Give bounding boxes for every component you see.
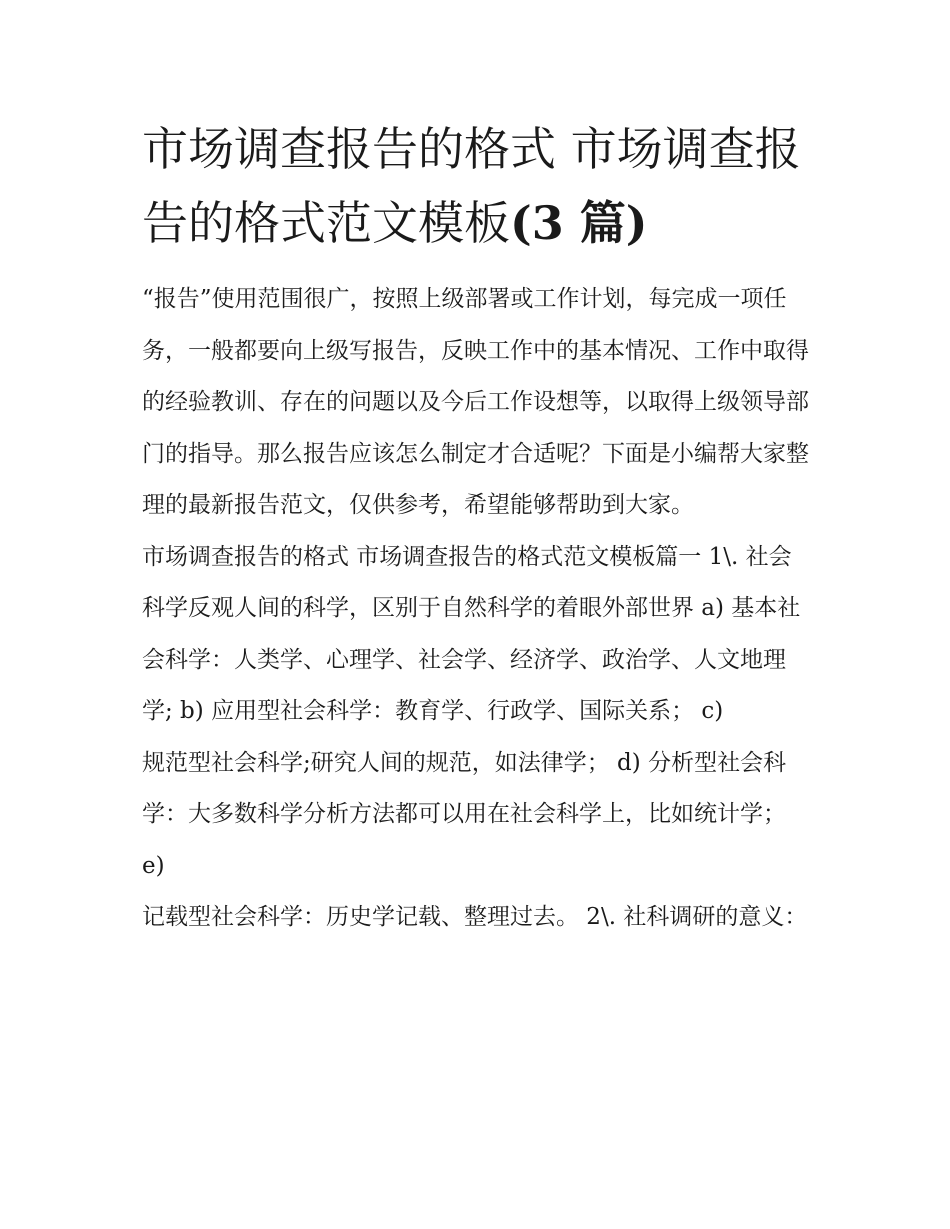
normative-science-paragraph: 规范型社会科学;研究人间的规范，如法律学； d) 分析型社会科学：大多数科学分析方法都可以用在社会科学上，比如统计学； e)	[142, 749, 787, 879]
title-suffix: (3 篇)	[510, 196, 648, 250]
title-main: 市场调查报告的格式 市场调查报告的格式范文模板	[142, 122, 801, 250]
document-title	[142, 112, 814, 260]
document-content	[142, 112, 814, 944]
record-science-paragraph: 记载型社会科学：历史学记载、整理过去。 2\. 社科调研的意义：	[142, 904, 808, 930]
intro-paragraph: “报告”使用范围很广，按照上级部署或工作计划，每完成一项任务，一般都要向上级写报告，反映工作中的基本情况、工作中取得的经验教训、存在的问题以及今后工作设想等，以取得上级领导部门的指导。那么报告应该怎么制定才合适呢？下面是小编帮大家整理的最新报告范文，仅供参考，希望能够帮助到大家。	[142, 286, 809, 518]
section-one-paragraph: 市场调查报告的格式 市场调查报告的格式范文模板篇一 1\. 社会科学反观人间的科学，区别于自然科学的着眼外部世界 a) 基本社会科学：人类学、心理学、社会学、经济学、政治学、人文地理学; b) 应用型社会科学：教育学、行政学、国际关系； c)	[142, 543, 801, 724]
